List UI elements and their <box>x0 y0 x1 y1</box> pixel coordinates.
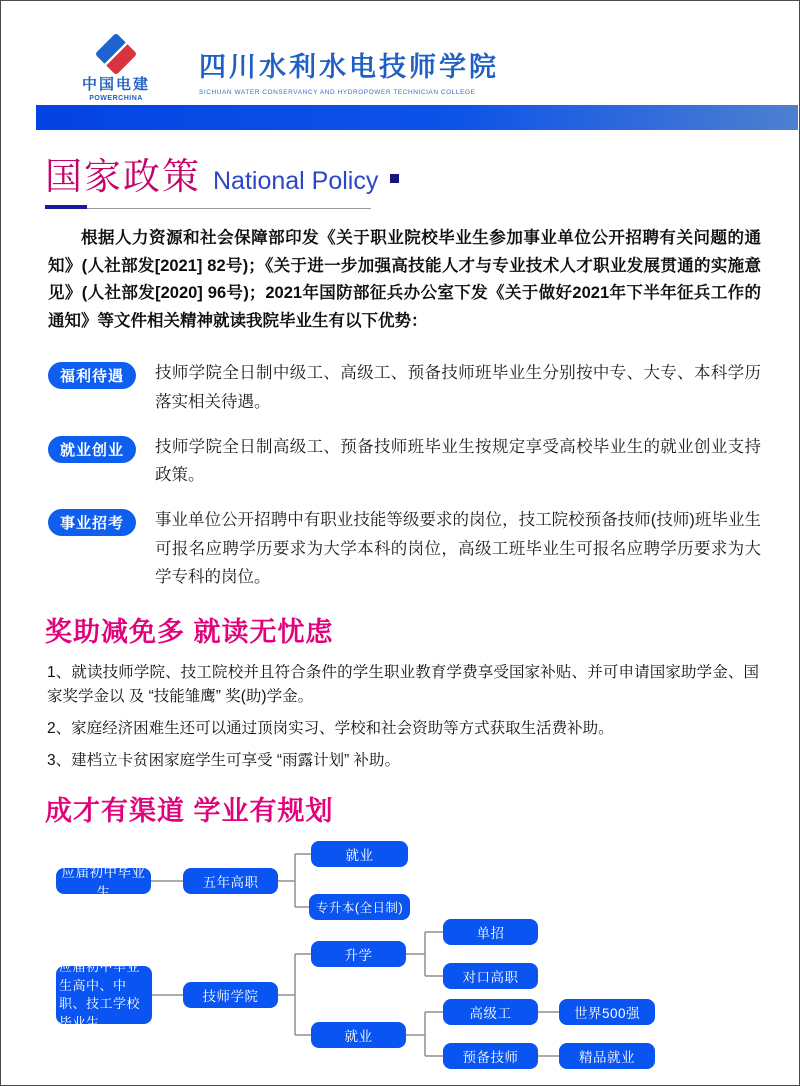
powerchina-diamond-icon <box>95 33 137 75</box>
aid-title: 奖助减免多 就读无忧虑 <box>45 617 334 648</box>
aid-item: 2、家庭经济困难生还可以通过顶岗实习、学校和社会资助等方式获取生活费补助。 <box>47 720 614 738</box>
flow-box-technician-college: 技师学院 <box>183 982 278 1008</box>
underline-gray-rule <box>45 208 371 210</box>
flow-box-upgrade-fulltime: 专升本(全日制) <box>309 894 410 920</box>
logo-text-cn: 中国电建 <box>81 76 150 93</box>
flow-box-single-recruit: 单招 <box>443 919 538 945</box>
underline-blue-segment <box>45 205 87 210</box>
flow-box-five-year-college: 五年高职 <box>183 868 278 894</box>
flow-box-premium-jobs: 精品就业 <box>559 1043 655 1069</box>
policy-title-row <box>45 146 799 200</box>
flow-box-employment-top: 就业 <box>311 841 408 867</box>
path-title: 成才有渠道 学业有规划 <box>45 796 334 827</box>
flow-box-matched-college: 对口高职 <box>443 963 538 989</box>
intro-paragraph: 根据人力资源和社会保障部印发《关于职业院校毕业生参加事业单位公开招聘有关问题的通知》(人社部发[2021] 82号)；《关于进一步加强高技能人才与专业技术人才职业发展贯通的实施意见》(人社部发[2020] 96号)；2021年国防部征兵办公室下发《关于做好2021年下半年征兵工作的通知》等文件相关精神就读我院毕业生有以下优势： <box>48 229 761 330</box>
aid-item: 3、建档立卡贫困家庭学生可享受 “雨露计划” 补助。 <box>47 752 401 770</box>
benefit-text: 技师学院全日制高级工、预备技师班毕业生按规定享受高校毕业生的就业创业支持政策。 <box>155 437 761 485</box>
header-gradient-bar <box>36 105 798 130</box>
flow-box-employment-bottom: 就业 <box>311 1022 406 1048</box>
flow-box-all-grads: 应届初中毕业生高中、中职、技工学校毕业生 <box>56 966 152 1024</box>
benefit-text: 事业单位公开招聘中有职业技能等级要求的岗位，技工院校预备技师(技师)班毕业生可报名应聘学历要求为大学本科的岗位，高级工班毕业生可报名应聘学历要求为大学专科的岗位。 <box>155 511 761 587</box>
policy-title: 国家政策 <box>45 156 201 197</box>
policy-title-en: National Policy <box>213 167 379 195</box>
benefit-item <box>48 359 799 416</box>
flow-box-fortune500: 世界500强 <box>559 999 655 1025</box>
college-name: 四川水利水电技师学院 <box>199 52 499 82</box>
square-bullet-icon <box>390 174 399 183</box>
college-name-block <box>199 37 499 96</box>
benefit-tag-pill: 就业创业 <box>48 436 136 463</box>
flowchart <box>1 836 800 1086</box>
powerchina-logo <box>45 37 187 102</box>
flow-box-pre-technician: 预备技师 <box>443 1043 538 1069</box>
flow-box-junior-grads: 应届初中毕业生 <box>56 868 151 894</box>
header <box>45 37 799 101</box>
flow-box-further-study: 升学 <box>311 941 406 967</box>
flow-box-senior-worker: 高级工 <box>443 999 538 1025</box>
benefit-item <box>48 433 799 490</box>
benefit-item <box>48 506 799 592</box>
aid-list <box>47 661 759 773</box>
title-underline <box>45 204 371 209</box>
aid-item: 1、就读技师学院、技工院校并且符合条件的学生职业教育学费享受国家补贴、并可申请国家助学金、国家奖学金以 及 “技能雏鹰” 奖(助)学金。 <box>47 664 759 706</box>
benefit-tag-pill: 福利待遇 <box>48 362 136 389</box>
logo-text-en: POWERCHINA <box>89 95 143 102</box>
benefits-list <box>48 359 799 592</box>
college-name-en: SICHUAN WATER CONSERVANCY AND HYDROPOWER TECHNICIAN COLLEGE <box>199 89 476 96</box>
benefit-tag-pill: 事业招考 <box>48 509 136 536</box>
benefit-text: 技师学院全日制中级工、高级工、预备技师班毕业生分别按中专、大专、本科学历落实相关待遇。 <box>155 364 761 411</box>
